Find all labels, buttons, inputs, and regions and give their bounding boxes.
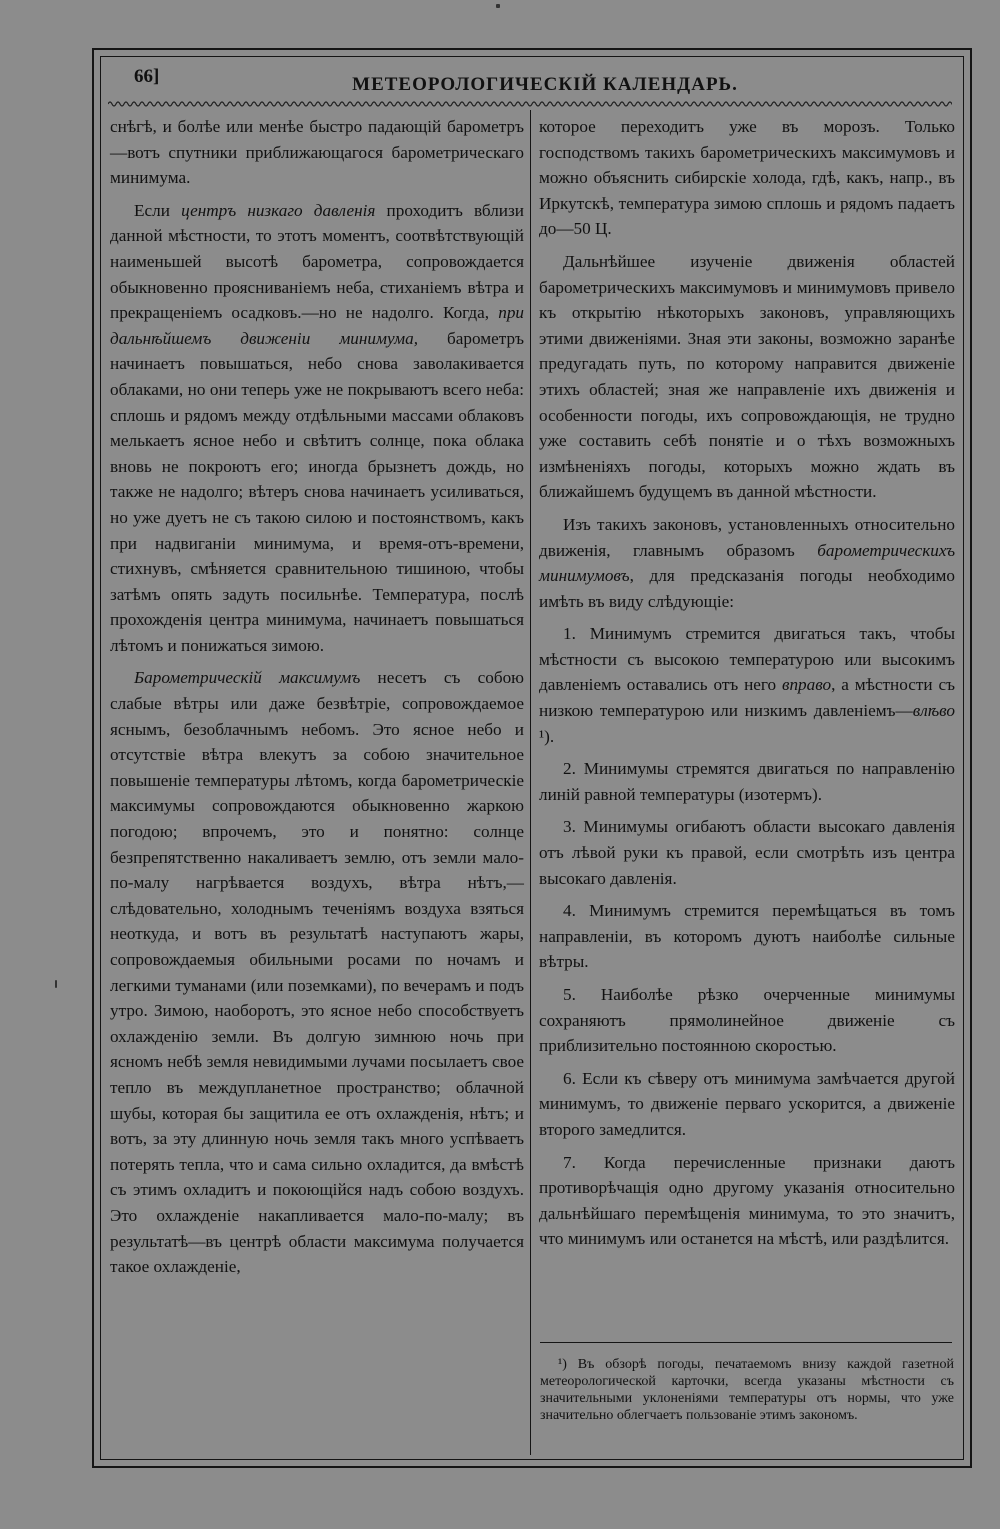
- paragraph: которое переходитъ уже въ морозъ. Только господствомъ такихъ барометрическихъ максимумовъ и можно объяснить сибирскіе холода, гдѣ, какъ, напр., въ Иркутскѣ, температура зимою сплошь и рядомъ падаетъ до—50 Ц.: [539, 117, 955, 239]
- text-run: Изъ такихъ законовъ, установленныхъ относительно движенія, главнымъ образомъ: [539, 514, 955, 560]
- footnote-marker: ¹): [558, 1357, 567, 1372]
- rule-item: 5. Наиболѣе рѣзко очерченные минимумы сохраняютъ прямолинейное движеніе съ приблизительно постоянною скоростью.: [539, 985, 955, 1056]
- rule-item: 4. Минимумъ стремится перемѣщаться въ томъ направленіи, въ которомъ дуютъ наиболѣе сильные вѣтры.: [539, 901, 955, 972]
- footnote: [540, 1356, 954, 1424]
- emphasis: Барометрическій максимумъ: [134, 668, 361, 688]
- paragraph: Дальнѣйшее изученіе движенія областей барометрическихъ максимумовъ и минимумовъ привело къ открытію нѣкоторыхъ законовъ, управляющихъ этими движеніями. Зная эти законы, возможно заранѣе предугадать путь, по которому направится движеніе этихъ областей; зная же направленіе ихъ движенія и особенности погоды, ихъ сопровождающія, не трудно уже составить себѣ понятіе и о тѣхъ возможныхъ измѣненіяхъ погоды, которыхъ можно ждать въ ближайшемъ будущемъ въ данной мѣстности.: [539, 251, 955, 502]
- emphasis: вправо: [781, 675, 832, 695]
- text-run: барометръ начинаетъ повышаться, небо снова заволакивается облаками, но они теперь уже не покрываютъ всего неба: сплошь и рядомъ между отдѣльными массами облаковъ мелькаетъ ясное небо и свѣтитъ солнце, пока облака вновь не покроютъ его; иногда брызнетъ дождь, но также не надолго; вѣтеръ снова начинаетъ усиливаться, но уже дуетъ не съ такою силою и постоянствомъ, какъ при надвиганіи минимума, и время-отъ-времени, стихнувъ, смѣняется сравнительною тишиною, чтобы затѣмъ опять задуть посильнѣе. Температура, послѣ прохожденія центра минимума, начинаетъ повышаться лѣтомъ и понижаться зимою.: [110, 328, 524, 655]
- footnote-ref: ¹: [539, 726, 545, 746]
- paragraph: [110, 665, 524, 1279]
- text-run: , а мѣстности съ низкою температурою или низкимъ давленіемъ—: [539, 675, 955, 721]
- text-run: Если: [134, 200, 182, 220]
- paragraph: [110, 198, 524, 659]
- rule-item: 2. Минимумы стремятся двигаться по направленію линій равной температуры (изотермъ).: [539, 759, 955, 804]
- page-number: 66]: [134, 66, 160, 87]
- emphasis: при дальнѣйшемъ движеніи минимума,: [110, 303, 524, 348]
- footnote-text: Въ обзорѣ погоды, печатаемомъ внизу каждой газетной метеорологической карточки, всегда указаны мѣстности съ значительными уклоненіями температуры отъ нормы, что уже значительно облегчаетъ пользованіе этимъ закономъ.: [540, 1357, 954, 1423]
- running-title: МЕТЕОРОЛОГИЧЕСКІЙ КАЛЕНДАРЬ.: [352, 74, 738, 95]
- paragraph: снѣгѣ, и болѣе или менѣе быстро падающій барометръ—вотъ спутники приближающагося барометрическаго минимума.: [110, 117, 524, 188]
- text-run: проходитъ вблизи данной мѣстности, то этотъ моментъ, соотвѣтствующій наименьшей высотѣ барометра, сопровождается обыкновенно проясниваніемъ неба, стиханіемъ вѣтра и прекращеніемъ осадковъ.—но не надолго. Когда,: [110, 200, 524, 323]
- rule-item: 6. Если къ сѣверу отъ минимума замѣчается другой минимумъ, то движеніе перваго ускорится, а движеніе второго замедлится.: [539, 1068, 955, 1139]
- text-run: ).: [544, 726, 555, 746]
- emphasis: влѣво: [912, 701, 955, 721]
- print-mark: [496, 4, 500, 8]
- print-mark: [55, 980, 57, 988]
- paragraph: [539, 512, 955, 614]
- text-run: несетъ съ собою слабые вѣтры или даже безвѣтріе, сопровождаемое яснымъ, безоблачнымъ небомъ. Это ясное небо и отсутствіе вѣтра влекутъ за собою значительное повышеніе температуры лѣтомъ, когда барометрическіе максимумы сопровождаются обыкновенно жаркою погодою; впрочемъ, это и понятно: солнце безпрепятственно накаливаетъ землю, отъ земли мало-по-малу нагрѣвается воздухъ, вѣтра нѣтъ,—слѣдовательно, холоднымъ теченіямъ воздуха взяться неоткуда, и вотъ въ результатѣ наступаютъ жары, сопровождаемыя обильными росами по ночамъ и легкими туманами (или поземками), по вечерамъ и подъ утро. Зимою, наоборотъ, это ясное небо способствуетъ охлажденію земли. Въ долгую зимнюю ночь при ясномъ небѣ земля невидимыми лучами посылаетъ свое тепло въ междупланетное пространство; облачной шубы, которая бы защитила ее отъ охлажденія, нѣтъ; и вотъ, за эту длинную ночь земля такъ много успѣваетъ потерять тепла, что и сама сильно охладится, да вмѣстѣ съ этимъ охладитъ и покоющійся надъ собою воздухъ. Это охлажденіе накапливается мало-по-малу; въ результатѣ—въ центрѣ области максимума получается такое охлажденіе,: [110, 668, 524, 1277]
- left-column: [110, 114, 524, 1280]
- text-run: 1. Минимумъ стремится двигаться такъ, чтобы мѣстности съ высокою температурою или высокимъ давленіемъ оставались отъ него: [539, 624, 955, 695]
- emphasis: центръ низкаго давленія: [181, 200, 376, 220]
- text-run: , для предсказанія погоды необходимо имѣть въ виду слѣдующіе:: [539, 566, 955, 611]
- rule-item: 3. Минимумы огибаютъ области высокаго давленія отъ лѣвой руки къ правой, если смотрѣть изъ центра высокаго давленія.: [539, 817, 955, 888]
- right-column: [539, 114, 955, 1252]
- rule-item: [539, 621, 955, 749]
- emphasis: барометрическихъ минимумовъ: [539, 540, 955, 586]
- rule-item: 7. Когда перечисленные признаки даютъ противорѣчащія одно другому указанія относительно дальнѣйшаго перемѣщенія минимума, то это значитъ, что минимумъ или останется на мѣстѣ, или раздѣлится.: [539, 1152, 955, 1249]
- column-divider: [530, 110, 531, 1455]
- wavy-rule: [108, 98, 952, 110]
- footnote-rule: [540, 1342, 952, 1343]
